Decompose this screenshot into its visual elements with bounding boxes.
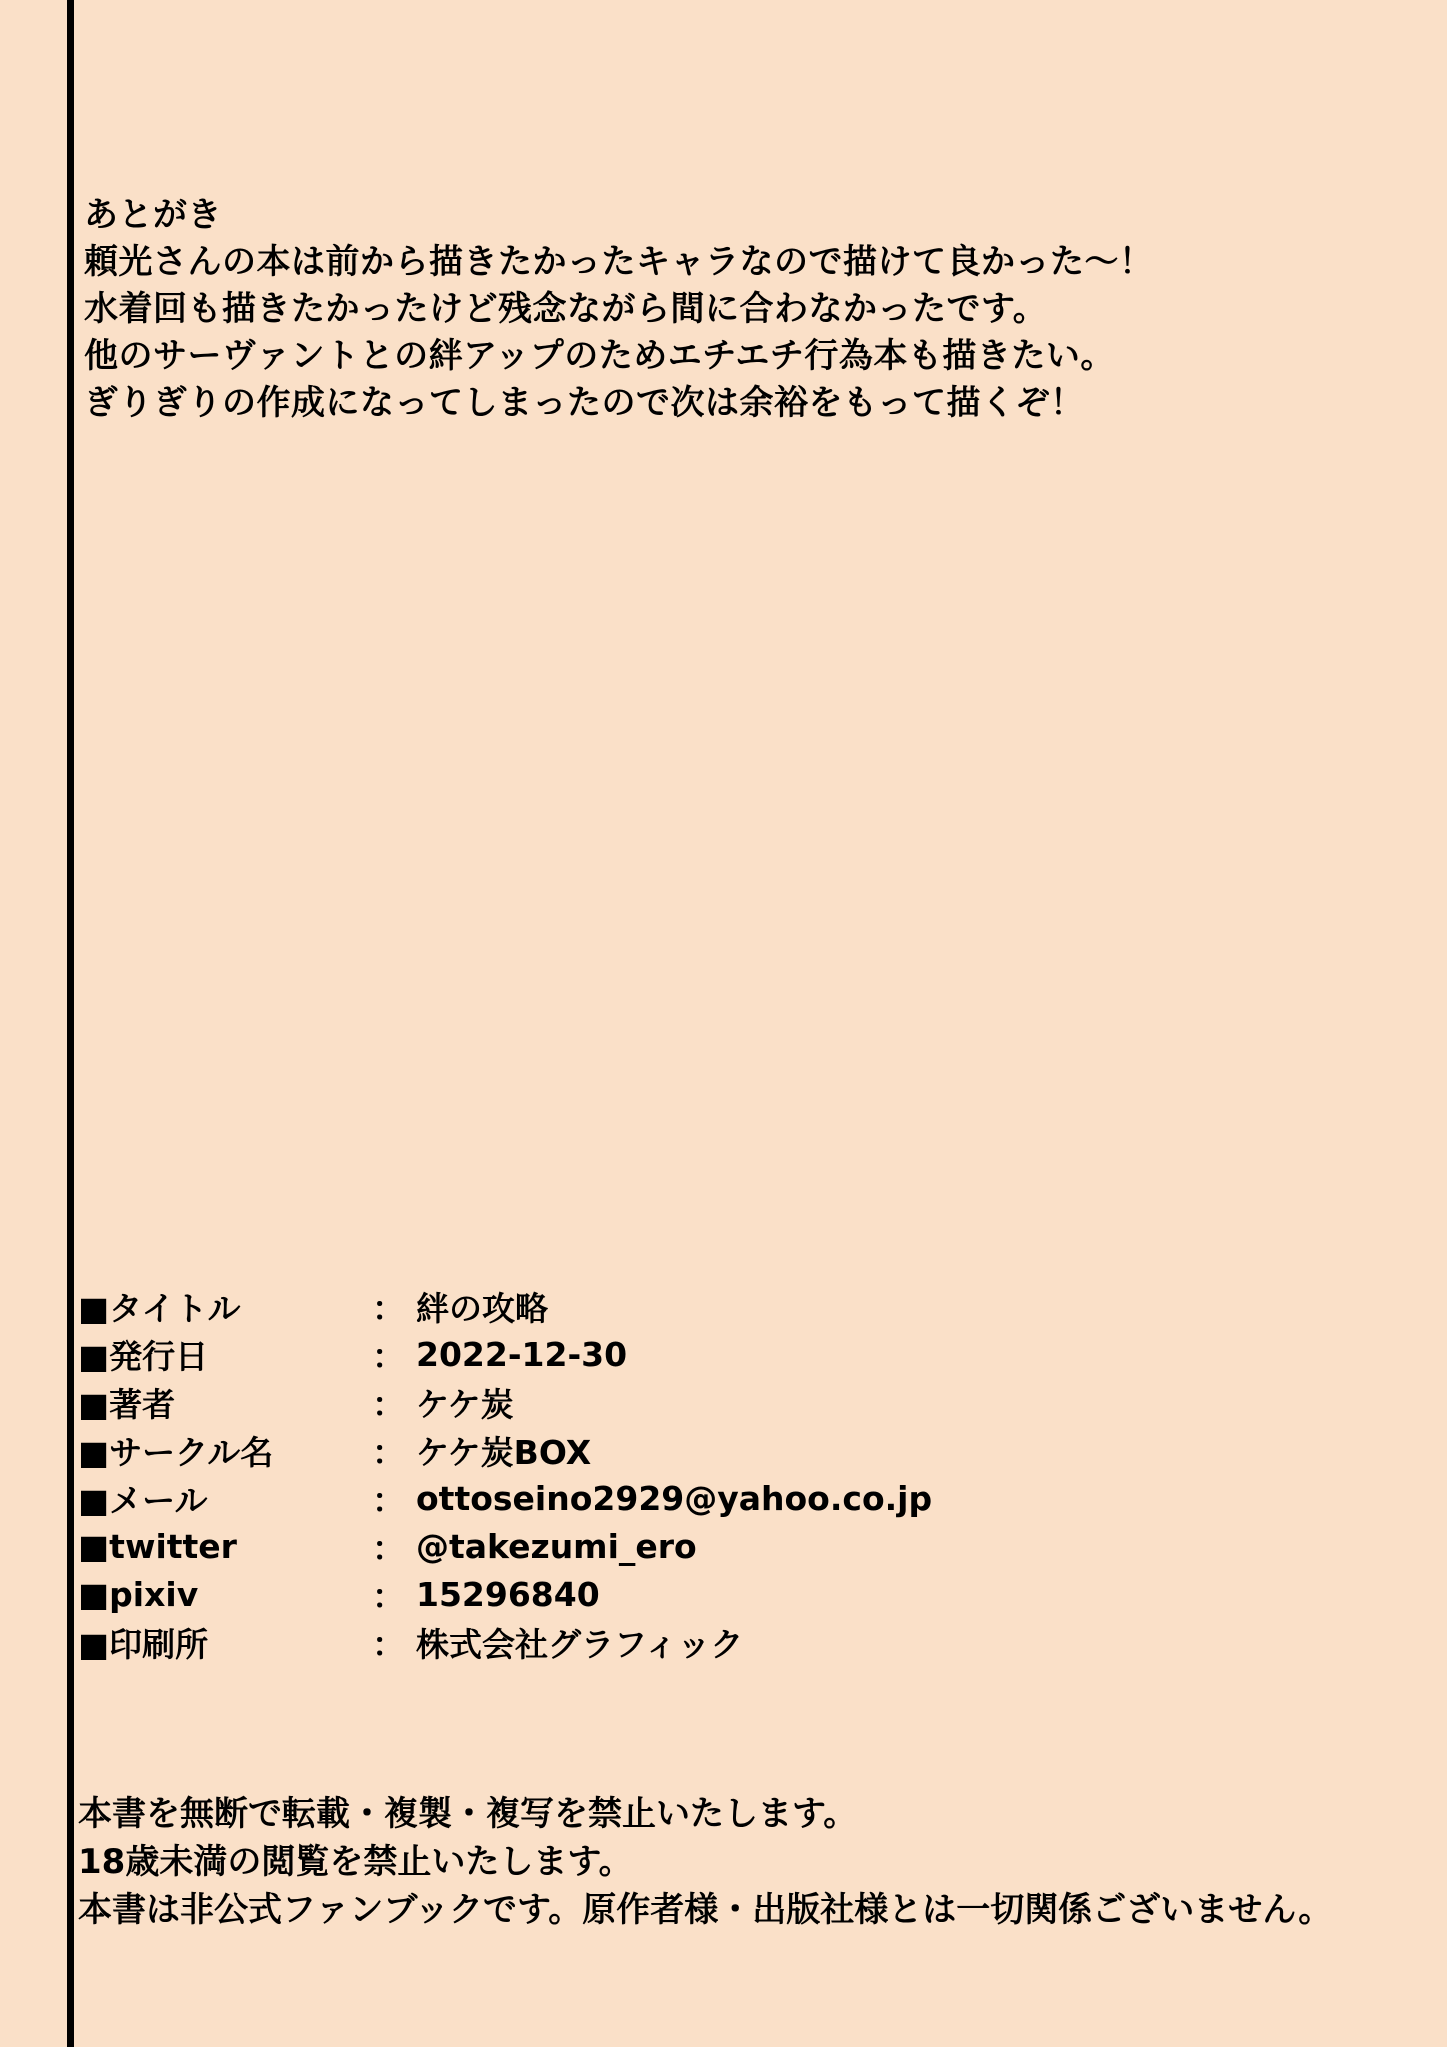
colophon-label: ■サークル名 [78,1432,274,1472]
colophon-separator: ： [372,1480,405,1520]
colophon-value: 絆の攻略 [416,1288,548,1328]
colophon-separator: ： [372,1384,405,1424]
colophon-value: ケケ炭BOX [416,1432,592,1472]
disclaimer-line: 本書を無断で転載・複製・複写を禁止いたします。 [78,1794,858,1834]
afterword-line: ぎりぎりの作成になってしまったので次は余裕をもって描くぞ！ [84,383,1085,423]
colophon-row-author [78,1378,1378,1426]
colophon-value: 2022-12-30 [416,1334,628,1374]
colophon-label: ■twitter [78,1526,237,1566]
colophon-twitter-value: @takezumi_ero [416,1526,697,1566]
colophon-separator: ： [372,1432,405,1472]
colophon-row-circle-name [78,1426,1378,1474]
colophon-separator: ： [372,1624,405,1664]
disclaimer-block [78,1790,1418,1934]
spine-divider-rule [67,0,74,2047]
afterword-text-block [84,192,1404,427]
colophon-email-value: ottoseino2929@yahoo.co.jp [416,1478,933,1518]
colophon-separator: ： [372,1288,405,1328]
disclaimer-line: 18歳未満の閲覧を禁止いたします。 [78,1842,633,1882]
afterword-heading: あとがき [84,195,222,235]
afterword-line: 頼光さんの本は前から描きたかったキャラなので描けて良かった～！ [84,242,1154,282]
colophon-block [78,1282,1378,1666]
colophon-label: ■発行日 [78,1336,209,1376]
colophon-row-pixiv [78,1570,1378,1618]
colophon-separator: ： [372,1576,405,1616]
colophon-value: ケケ炭 [416,1384,514,1424]
colophon-value: 株式会社グラフィック [416,1624,744,1664]
colophon-row-title [78,1282,1378,1330]
colophon-separator: ： [372,1528,405,1568]
colophon-label: ■pixiv [78,1574,199,1614]
afterword-line: 他のサーヴァントとの絆アップのためエチエチ行為本も描きたい。 [84,336,1115,376]
colophon-separator: ： [372,1336,405,1376]
colophon-row-publish-date [78,1330,1378,1378]
colophon-row-twitter [78,1522,1378,1570]
afterword-line: 水着回も描きたかったけど残念ながら間に合わなかったです。 [84,289,1048,329]
colophon-label: ■メール [78,1480,208,1520]
colophon-row-email [78,1474,1378,1522]
colophon-row-printer [78,1618,1378,1666]
colophon-label: ■著者 [78,1384,176,1424]
colophon-pixiv-value: 15296840 [416,1574,600,1614]
colophon-label: ■タイトル [78,1288,241,1328]
colophon-label: ■印刷所 [78,1624,209,1664]
disclaimer-line: 本書は非公式ファンブックです。原作者様・出版社様とは一切関係ございません。 [78,1890,1333,1930]
